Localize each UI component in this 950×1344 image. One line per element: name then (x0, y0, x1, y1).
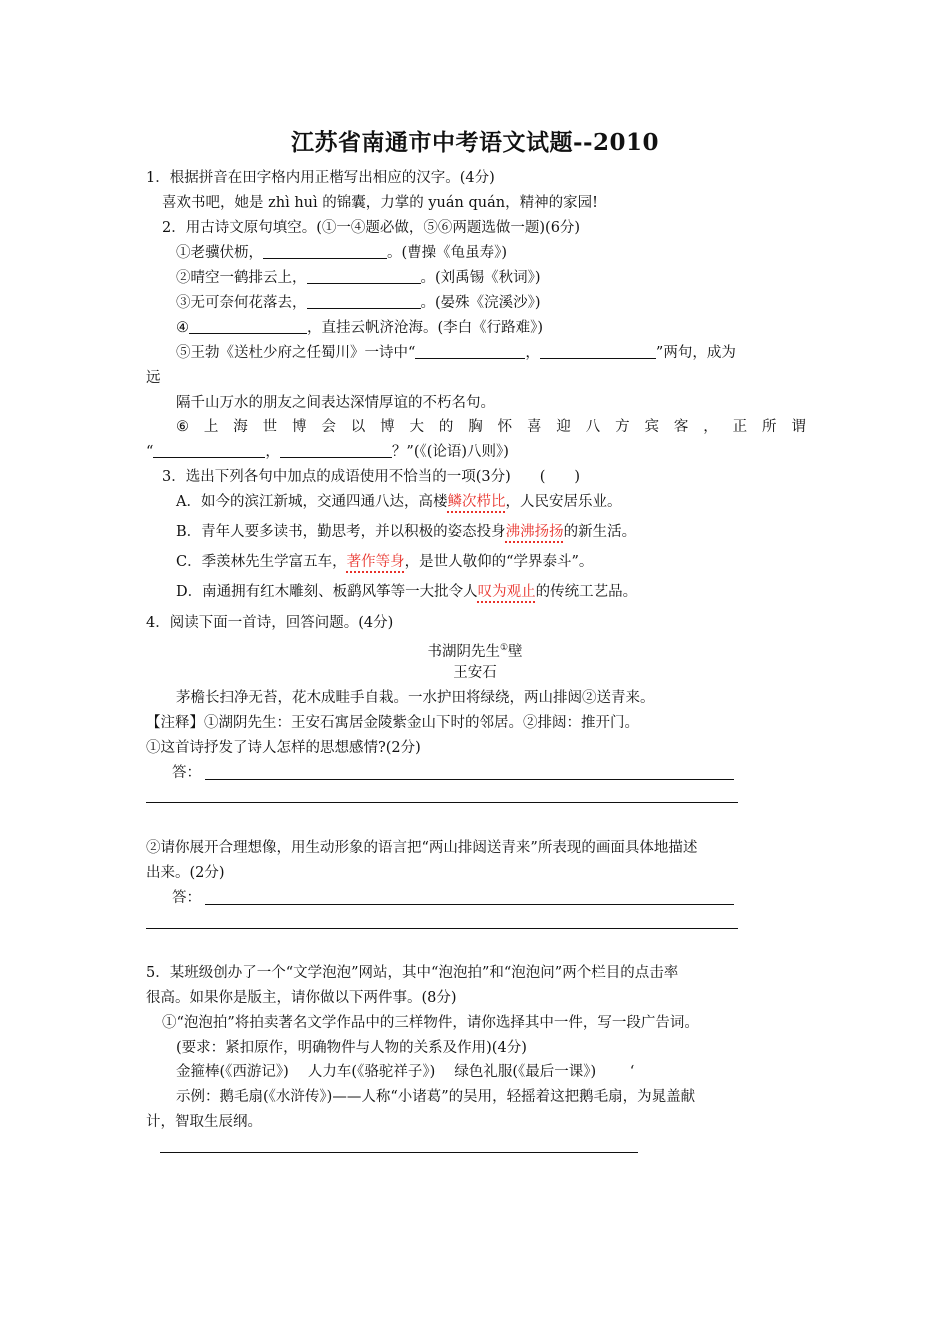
q2-item-4-pre: ④ (176, 320, 189, 336)
q2-item-6-char: 正 (732, 419, 748, 435)
q2-item-6-char: 大 (409, 419, 424, 435)
q2-item-2-post: 。(刘禹锡《秋词》) (420, 270, 541, 286)
q2-item-2 (176, 268, 541, 288)
q2-item-6-char: 博 (380, 419, 395, 435)
q5-example-line2: 计，智取生辰纲。 (146, 1114, 262, 1130)
q2-item-6-char: 胸 (468, 419, 483, 435)
poem-title-text: 书湖阴先生 (427, 644, 500, 660)
q5-stem-line1: 5．某班级创办了一个“文学泡泡”网站，其中“泡泡拍”和“泡泡问”两个栏目的点击率 (146, 965, 679, 981)
q2-item-6-char: ⑥ (176, 419, 189, 435)
q2-item-6-char: 谓 (791, 419, 806, 435)
q4-answer-line-1b[interactable] (146, 802, 738, 803)
poem-notes: 【注释】①湖阴先生：王安石寓居金陵紫金山下时的邻居。②排闼：推开门。 (146, 715, 639, 731)
q2-item-6-char: 海 (233, 419, 248, 435)
q5-answer-line[interactable] (160, 1152, 638, 1153)
q3-option-b-idiom: 沸沸扬扬 (505, 524, 564, 540)
q3-option-b-pre: B．青年人要多读书，勤思考，并以积极的姿态投身 (176, 524, 506, 540)
q2-item-6-char: 迎 (556, 419, 571, 435)
q2-item-3-pre: ③无可奈何花落去， (176, 295, 307, 311)
q3-option-c (176, 552, 593, 572)
q2-item-5-post: ”两句，成为 (655, 345, 736, 361)
q1-sentence: 喜欢书吧，她是 zhì huì 的锦囊，力掌的 yuán quán，精神的家园! (162, 195, 598, 211)
q2-item-5-pre: ⑤王勃《送杜少府之任蜀川》一诗中“ (176, 345, 416, 361)
q4-answer-line-2a[interactable] (205, 904, 734, 905)
q2-item-6-char: 方 (615, 419, 630, 435)
q2-item-1 (176, 243, 507, 263)
page-title: 江苏省南通市中考语文试题--2010 (290, 129, 660, 156)
q2-item-2-pre: ②晴空一鹤排云上， (176, 270, 307, 286)
q2-blank-6b[interactable] (280, 443, 392, 458)
q4-answer-label-2: 答： (172, 890, 201, 906)
q2-item-5-wrap: 远 (146, 370, 161, 386)
q3-stem: 3．选出下列各句中加点的成语使用不恰当的一项(3分) ( ) (162, 469, 581, 485)
q2-blank-5a[interactable] (415, 344, 525, 359)
q2-item-6-char: ， (703, 419, 718, 435)
poem-title (0, 638, 950, 662)
poem-body: 茅檐长扫净无苔，花木成畦手自栽。一水护田将绿绕，两山排闼②送青来。 (176, 690, 655, 706)
q2-item-6-char: 怀 (497, 419, 513, 435)
q2-blank-2[interactable] (307, 269, 421, 284)
q2-blank-5b[interactable] (540, 344, 656, 359)
q2-blank-4[interactable] (189, 319, 307, 334)
q3-option-d (176, 582, 637, 602)
q3-option-a-idiom: 鳞次栉比 (447, 494, 506, 510)
q5-requirement: (要求：紧扣原作，明确物件与人物的关系及作用)(4分) (176, 1040, 527, 1056)
q3-option-c-pre: C．季羡林先生学富五车， (176, 554, 347, 570)
q2-item-6-line2 (146, 442, 509, 462)
q4-sub2-line1: ②请你展开合理想像，用生动形象的语言把“两山排闼送青来”所表现的画面具体地描述 (146, 840, 698, 856)
q2-item-4-post: ，直挂云帆济沧海。(李白《行路难》) (307, 320, 544, 336)
q2-blank-6a[interactable] (153, 443, 265, 458)
q2-item-6-char: 以 (350, 419, 366, 435)
q2-item-6-open: “ (146, 444, 154, 460)
q2-item-6-char: 世 (262, 419, 278, 435)
q3-option-d-pre: D．南通拥有红木雕刻、板鹞风筝等一大批令人 (176, 584, 478, 600)
q2-item-6-char: 会 (321, 419, 336, 435)
q4-answer-line-2b[interactable] (146, 928, 738, 929)
poem-author: 王安石 (453, 665, 497, 681)
q2-item-6-post: ？”(《(论语)八则》) (391, 444, 509, 460)
q2-item-6-char: 的 (438, 419, 454, 435)
q2-item-5-mid: ， (525, 345, 540, 361)
q3-option-b-post: 的新生活。 (563, 524, 637, 540)
q2-item-6-char: 八 (585, 419, 601, 435)
q2-item-4 (176, 318, 543, 338)
q2-item-1-pre: ①老骥伏枥， (176, 245, 263, 261)
q4-stem: 4．阅读下面一首诗，回答问题。(4分) (146, 615, 394, 631)
q3-option-a-pre: A．如今的滨江新城，交通四通八达，高楼 (176, 494, 448, 510)
q4-sub2-line2: 出来。(2分) (146, 865, 225, 881)
q5-sub1: ①“泡泡拍”将拍卖著名文学作品中的三样物件，请你选择其中一件，写一段广告词。 (162, 1015, 699, 1031)
q4-answer-line-1a[interactable] (205, 779, 734, 780)
q4-answer-label-1: 答： (172, 765, 201, 781)
q3-option-a-post: ，人民安居乐业。 (505, 494, 622, 510)
poem-title-note-mark: ① (499, 643, 509, 653)
q5-stem-line2: 很高。如果你是版主，请你做以下两件事。(8分) (146, 990, 457, 1006)
poem-title-end: 壁 (508, 644, 523, 660)
q2-stem: 2．用古诗文原句填空。(①一④题必做，⑤⑥两题选做一题)(6分) (162, 220, 581, 236)
q2-item-6-char: 宾 (644, 419, 659, 435)
q2-item-3-post: 。(晏殊《浣溪沙》) (420, 295, 541, 311)
q5-items: 金箍棒(《西游记》) 人力车(《骆驼祥子》) 绿色礼服(《最后一课》) ‘ (176, 1064, 635, 1080)
q5-example-line1: 示例：鹅毛扇(《水浒传》)——人称“小诸葛”的吴用，轻摇着这把鹅毛扇，为晁盖献 (176, 1089, 696, 1105)
q2-item-6-line1 (176, 417, 806, 437)
q3-option-d-idiom: 叹为观止 (477, 584, 536, 600)
q2-item-6-char: 上 (203, 419, 219, 435)
q2-item-6-mid: ， (265, 444, 280, 460)
q3-option-c-idiom: 著作等身 (346, 554, 405, 570)
q2-blank-1[interactable] (263, 244, 387, 259)
q1-stem: 1．根据拼音在田字格内用正楷写出相应的汉字。(4分) (146, 170, 495, 186)
q2-item-6-char: 客 (673, 419, 689, 435)
q2-item-6-char: 博 (292, 419, 307, 435)
q2-item-5 (176, 343, 736, 363)
q2-item-6-char: 喜 (527, 419, 542, 435)
q2-item-5-line2: 隔千山万水的朋友之间表达深情厚谊的不朽名句。 (176, 395, 495, 411)
q3-option-a (176, 492, 621, 512)
q3-option-b (176, 522, 636, 542)
q2-blank-3[interactable] (307, 294, 421, 309)
q2-item-3 (176, 293, 541, 313)
q3-option-c-post: ，是世人敬仰的“学界泰斗”。 (404, 554, 594, 570)
q2-item-6-char: 所 (762, 419, 777, 435)
q4-sub1: ①这首诗抒发了诗人怎样的思想感情?(2分) (146, 740, 421, 756)
q2-item-1-post: 。(曹操《龟虽寿》) (387, 245, 508, 261)
q3-option-d-post: 的传统工艺品。 (535, 584, 638, 600)
